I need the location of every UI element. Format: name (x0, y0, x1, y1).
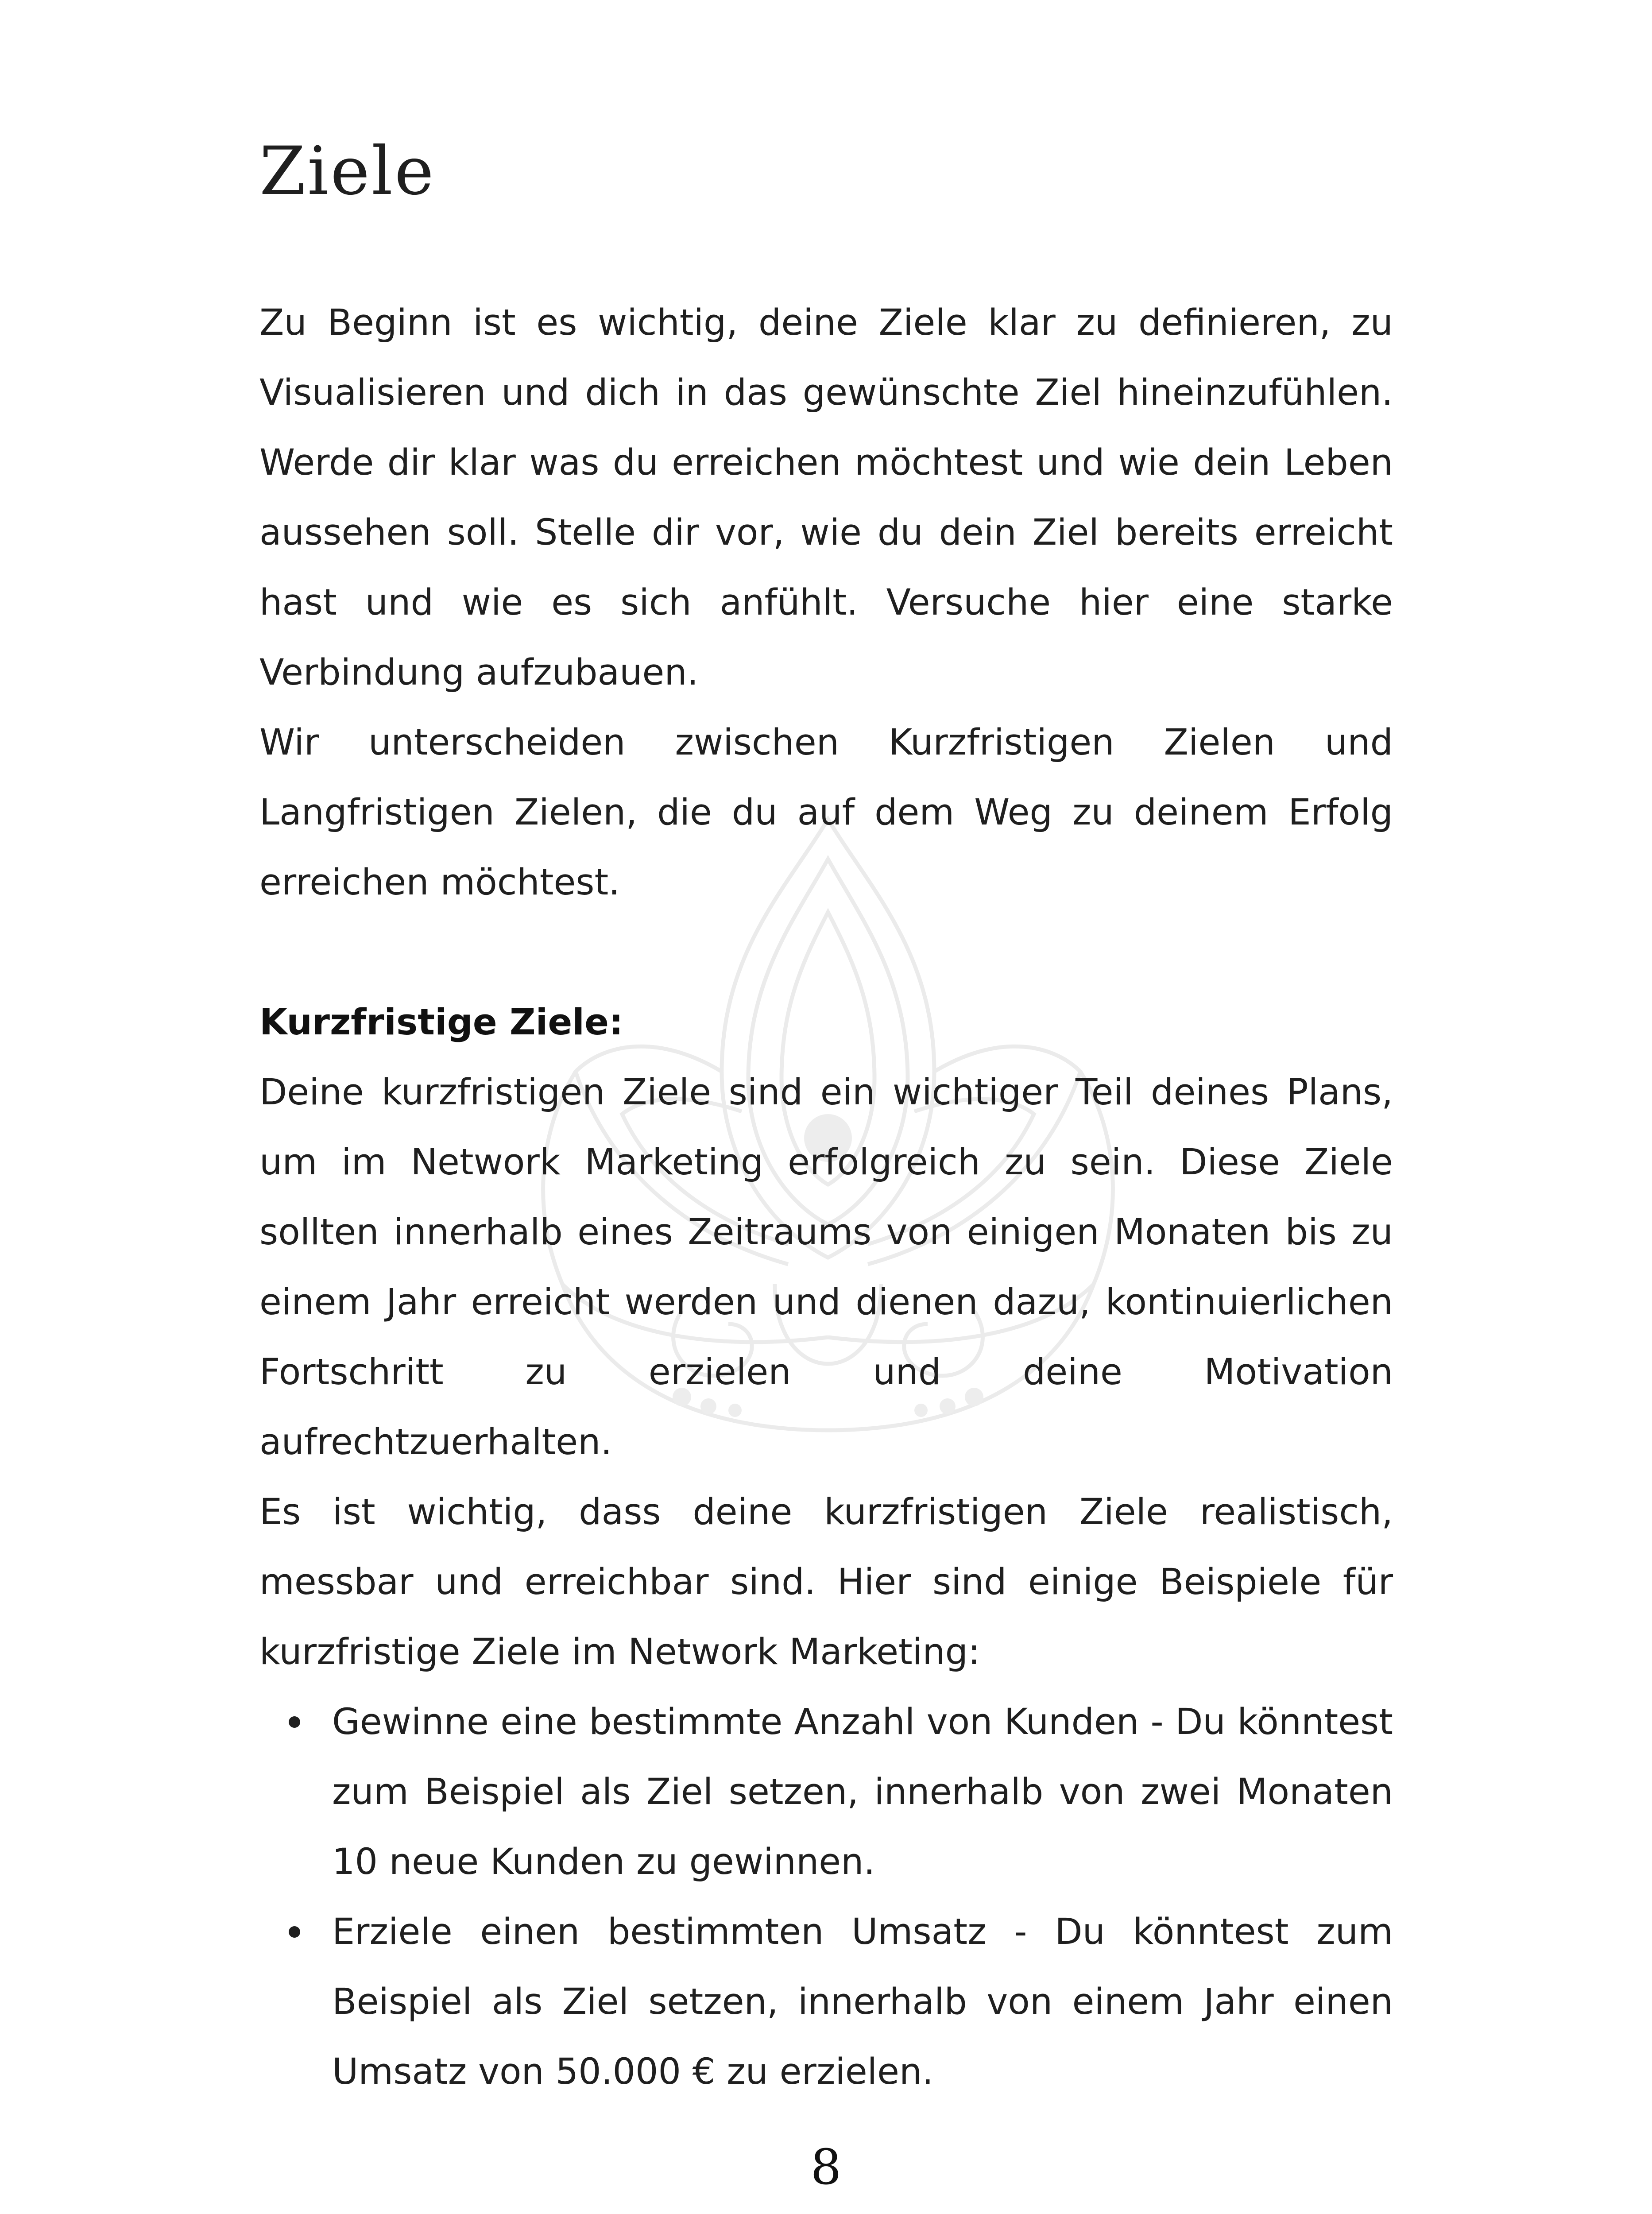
examples-list (259, 1687, 1393, 2107)
page-content (259, 288, 1393, 2107)
bullet-icon (289, 1716, 300, 1728)
short-term-paragraph-1: Deine kurzfristigen Ziele sind ein wichtiger Teil deines Plans, um im Network Marketing erfolgreich zu sein. Diese Ziele sollten innerhalb eines Zeitraums von einigen Monaten bis zu einem Jahr erreicht werden und dienen dazu, kontinuierlichen Fortschritt zu erzielen und deine Motivation aufrechtzuerhalten. (259, 1072, 1393, 1463)
page-title: Ziele (259, 133, 436, 210)
list-item (259, 1687, 1393, 1897)
intro-paragraph-1: Zu Beginn ist es wichtig, deine Ziele klar zu definieren, zu Visualisieren und dich in das gewünschte Ziel hineinzufühlen. Werde dir klar was du erreichen möchtest und wie dein Leben aussehen soll. Stelle dir vor, wie du dein Ziel bereits erreicht hast und wie es sich anfühlt. Versuche hier eine starke Verbindung aufzubauen. (259, 302, 1393, 693)
list-item (259, 1897, 1393, 2107)
short-term-paragraph-2: Es ist wichtig, dass deine kurzfristigen Ziele realistisch, messbar und erreichbar sind. Hier sind einige Beispiele für kurzfristige Ziele im Network Marketing: (259, 1491, 1393, 1673)
list-item-text: Gewinne eine bestimmte Anzahl von Kunden - Du könntest zum Beispiel als Ziel setzen, innerhalb von zwei Monaten 10 neue Kunden zu gewinnen. (332, 1701, 1393, 1883)
intro-paragraph-2: Wir unterscheiden zwischen Kurzfristigen Zielen und Langfristigen Zielen, die du auf dem Weg zu deinem Erfolg erreichen möchtest. (259, 722, 1393, 903)
bullet-icon (289, 1926, 300, 1938)
list-item-text: Erziele einen bestimmten Umsatz - Du könntest zum Beispiel als Ziel setzen, innerhalb von einem Jahr einen Umsatz von 50.000 € zu erzielen. (332, 1911, 1393, 2093)
page-number: 8 (810, 2139, 842, 2195)
section-heading-short-term: Kurzfristige Ziele: (259, 1002, 623, 1043)
